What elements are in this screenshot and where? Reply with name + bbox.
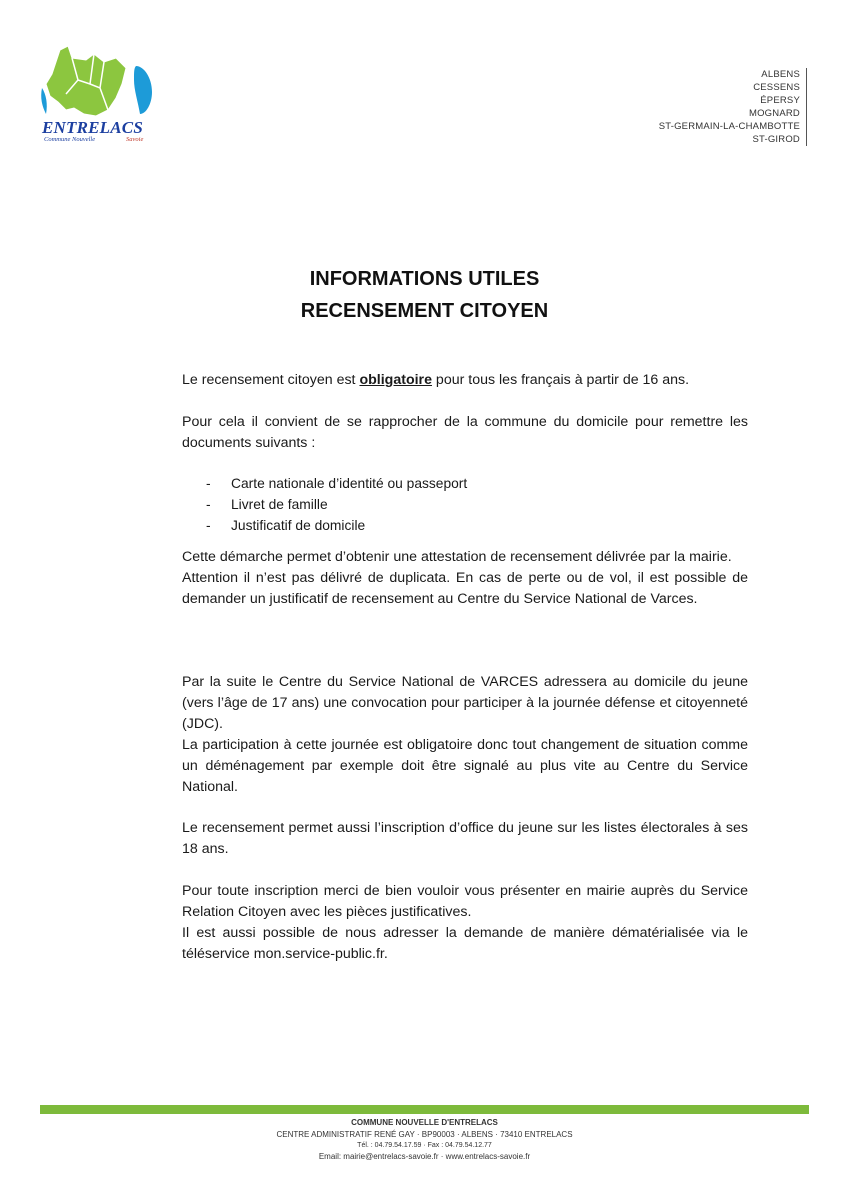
commune-item: ÉPERSY: [760, 95, 800, 106]
documents-list: [206, 473, 467, 536]
footer-title: COMMUNE NOUVELLE D'ENTRELACS: [351, 1118, 498, 1127]
list-item: - Carte nationale d’identité ou passeport: [206, 473, 467, 494]
intro-text-start: Le recensement citoyen est: [182, 372, 360, 388]
footer-phone: Tél. : 04.79.54.17.59 · Fax : 04.79.54.12.77: [357, 1142, 492, 1149]
paragraph-intro: [182, 370, 748, 391]
paragraph-attestation: [182, 547, 748, 610]
attestation-text: Cette démarche permet d’obtenir une attestation de recensement délivrée par la mairie.: [182, 549, 732, 565]
footer-contact: Email: mairie@entrelacs-savoie.fr · www.entrelacs-savoie.fr: [318, 1152, 531, 1161]
paragraph-electoral: [182, 818, 748, 860]
commune-item: ST-GIROD: [752, 134, 800, 145]
logo-region: Savoie: [126, 136, 144, 143]
page-title: INFORMATIONS UTILES: [309, 268, 540, 290]
list-item: - Livret de famille: [206, 494, 467, 515]
list-item: - Justificatif de domicile: [206, 515, 467, 536]
page-subtitle: RECENSEMENT CITOYEN: [300, 300, 549, 322]
map-logo-icon: [38, 44, 162, 124]
commune-item: MOGNARD: [748, 108, 800, 119]
commune-item: ST-GERMAIN-LA-CHAMBOTTE: [658, 121, 800, 132]
intro-text-end: pour tous les français à partir de 16 ans.: [431, 372, 690, 388]
participation-text: La participation à cette journée est obligatoire donc tout changement de situation comme un déménagement par exemple doit être signalé au plus vite au Centre du Service National.: [182, 737, 748, 795]
entrelacs-logo: [38, 44, 162, 148]
mandatory-keyword: obligatoire: [359, 372, 432, 388]
logo-name: ENTRELACS: [42, 118, 143, 137]
logo-subtitle: Commune Nouvelle: [44, 136, 96, 143]
duplicate-warning-text: Attention il n’est pas délivré de duplicata. En cas de perte ou de vol, il est possible de demander un justificatif de recensement au Centre du Service National de Varces.: [182, 570, 748, 607]
convocation-text: Par la suite le Centre du Service National de VARCES adressera au domicile du jeune (vers l’âge de 17 ans) une convocation pour participer à la journée défense et citoyenneté (JDC).: [182, 674, 748, 732]
paragraph-documents: [182, 412, 748, 454]
documents-text: Pour cela il convient de se rapprocher de la commune du domicile pour remettre les documents suivants :: [182, 414, 748, 451]
electoral-text: Le recensement permet aussi l’inscription d’office du jeune sur les listes électorales à ses 18 ans.: [182, 820, 748, 857]
paragraph-inscription: [182, 881, 748, 965]
commune-item: ALBENS: [761, 69, 800, 80]
teleservice-text: Il est aussi possible de nous adresser la demande de manière dématérialisée via le téléservice mon.service-public.fr.: [182, 925, 748, 962]
paragraph-convocation: [182, 672, 748, 798]
commune-item: CESSENS: [753, 82, 800, 93]
inscription-text: Pour toute inscription merci de bien vouloir vous présenter en mairie auprès du Service Relation Citoyen avec les pièces justificatives.: [182, 883, 748, 920]
footer-address: CENTRE ADMINISTRATIF RENÉ GAY · BP90003 · ALBENS · 73410 ENTRELACS: [276, 1130, 573, 1139]
communes-list: [659, 68, 807, 146]
footer-green-bar: [40, 1105, 809, 1114]
